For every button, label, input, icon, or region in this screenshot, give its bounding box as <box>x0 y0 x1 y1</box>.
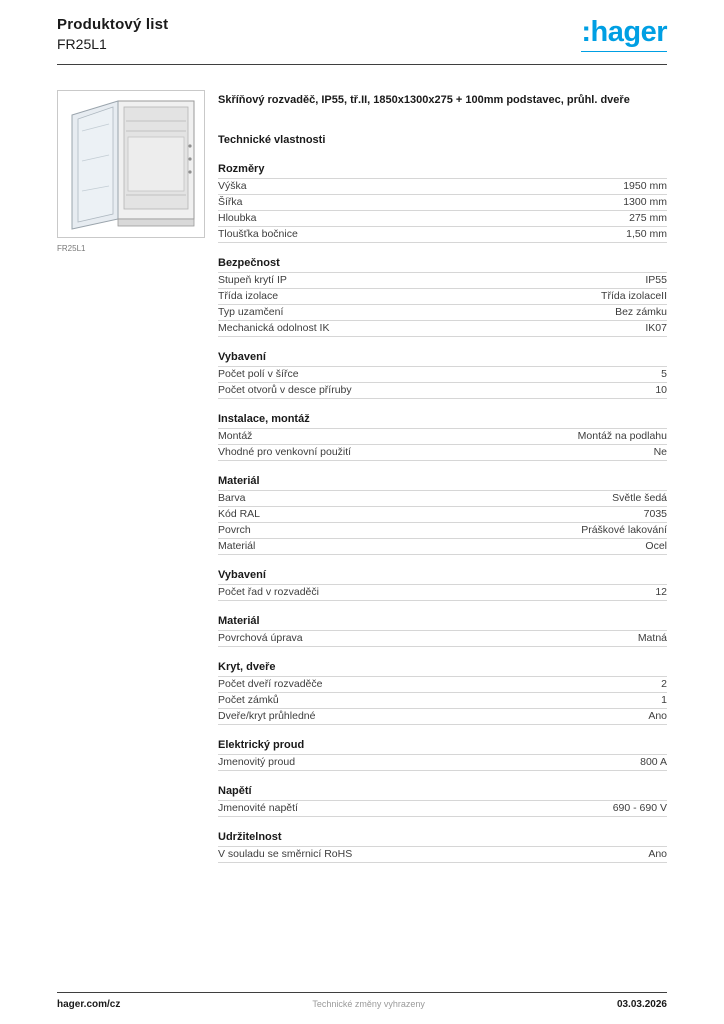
page-footer <box>57 992 667 1010</box>
product-image-frame <box>57 90 205 238</box>
spec-section <box>218 567 667 601</box>
spec-row <box>218 631 667 647</box>
product-code: FR25L1 <box>57 36 107 52</box>
spec-section <box>218 659 667 725</box>
spec-row-label: Montáž <box>218 429 253 442</box>
spec-section-heading: Rozměry <box>218 161 667 179</box>
spec-row-label: Dveře/kryt průhledné <box>218 709 316 722</box>
product-image-column <box>57 90 205 863</box>
spec-row-value: Ne <box>653 445 667 458</box>
spec-row <box>218 383 667 399</box>
spec-row-value: IP55 <box>645 273 667 286</box>
spec-row-label: Mechanická odolnost IK <box>218 321 330 334</box>
spec-section-heading: Bezpečnost <box>218 255 667 273</box>
spec-section-heading: Materiál <box>218 473 667 491</box>
technical-properties-title: Technické vlastnosti <box>218 133 326 146</box>
spec-row-value: Bez zámku <box>615 305 667 318</box>
spec-row-value: 2 <box>661 677 667 690</box>
spec-section <box>218 411 667 461</box>
spec-section <box>218 783 667 817</box>
spec-section-heading: Materiál <box>218 613 667 631</box>
footer-date: 03.03.2026 <box>616 999 667 1010</box>
spec-row <box>218 847 667 863</box>
spec-row-label: Hloubka <box>218 211 257 224</box>
spec-row-label: Počet dveří rozvaděče <box>218 677 323 690</box>
spec-section <box>218 613 667 647</box>
spec-row-label: Typ uzamčení <box>218 305 284 318</box>
spec-row-label: Povrchová úprava <box>218 631 303 644</box>
spec-row <box>218 709 667 725</box>
spec-row-label: Tloušťka bočnice <box>218 227 298 240</box>
header-titles <box>57 16 168 52</box>
spec-row-value: 5 <box>661 367 667 380</box>
spec-row-value: IK07 <box>645 321 667 334</box>
spec-row-label: Šířka <box>218 195 243 208</box>
spec-row <box>218 305 667 321</box>
page-header <box>57 16 667 65</box>
spec-row <box>218 755 667 771</box>
spec-row-value: Matná <box>637 631 667 644</box>
spec-row <box>218 585 667 601</box>
spec-section-heading: Udržitelnost <box>218 829 667 847</box>
spec-row <box>218 445 667 461</box>
content-area <box>57 90 667 863</box>
spec-row-value: 1300 mm <box>623 195 667 208</box>
spec-row-label: Stupeň krytí IP <box>218 273 287 286</box>
spec-section <box>218 829 667 863</box>
spec-row-label: Materiál <box>218 539 256 552</box>
spec-section <box>218 737 667 771</box>
spec-row-value: Ano <box>648 709 667 722</box>
spec-section-heading: Vybavení <box>218 349 667 367</box>
spec-section-heading: Napětí <box>218 783 667 801</box>
spec-row-label: Kód RAL <box>218 507 261 520</box>
spec-row <box>218 367 667 383</box>
spec-row-label: Počet řad v rozvaděči <box>218 585 319 598</box>
cabinet-product-image <box>58 91 204 237</box>
spec-row <box>218 211 667 227</box>
spec-row <box>218 677 667 693</box>
spec-row-value: 12 <box>655 585 667 598</box>
spec-row-value: Ocel <box>645 539 667 552</box>
spec-row <box>218 507 667 523</box>
spec-section-heading: Kryt, dveře <box>218 659 667 677</box>
spec-section <box>218 473 667 555</box>
spec-section-heading: Elektrický proud <box>218 737 667 755</box>
spec-row <box>218 429 667 445</box>
spec-row <box>218 321 667 337</box>
spec-row-label: Barva <box>218 491 246 504</box>
footer-website-link[interactable]: hager.com/cz <box>57 999 121 1010</box>
spec-row <box>218 539 667 555</box>
spec-row <box>218 289 667 305</box>
spec-row-value: 800 A <box>640 755 667 768</box>
spec-row-label: Počet otvorů v desce příruby <box>218 383 352 396</box>
spec-row-value: 690 - 690 V <box>612 801 667 814</box>
spec-row-value: Montáž na podlahu <box>577 429 667 442</box>
spec-row <box>218 523 667 539</box>
spec-row-label: V souladu se směrnicí RoHS <box>218 847 353 860</box>
spec-row-value: Světle šedá <box>612 491 667 504</box>
spec-row <box>218 227 667 243</box>
spec-row-value: 7035 <box>643 507 667 520</box>
product-image-caption: FR25L1 <box>57 244 86 253</box>
spec-row-value: 1,50 mm <box>626 227 667 240</box>
spec-row-label: Povrch <box>218 523 251 536</box>
spec-section-heading: Instalace, montáž <box>218 411 667 429</box>
spec-row <box>218 491 667 507</box>
spec-row-value: 1950 mm <box>623 179 667 192</box>
spec-row-label: Výška <box>218 179 247 192</box>
spec-row <box>218 179 667 195</box>
spec-row-value: Ano <box>648 847 667 860</box>
spec-row-label: Třída izolace <box>218 289 279 302</box>
footer-notice: Technické změny vyhrazeny <box>312 999 425 1009</box>
spec-row <box>218 273 667 289</box>
spec-sections <box>218 161 667 863</box>
spec-row-label: Vhodné pro venkovní použití <box>218 445 352 458</box>
spec-row-value: 1 <box>661 693 667 706</box>
spec-row-label: Jmenovité napětí <box>218 801 298 814</box>
spec-row <box>218 801 667 817</box>
spec-row <box>218 195 667 211</box>
spec-section <box>218 349 667 399</box>
spec-section <box>218 161 667 243</box>
spec-row-value: Práškové lakování <box>581 523 667 536</box>
hager-logo: :hager <box>581 18 667 52</box>
document-type-title: Produktový list <box>57 16 169 33</box>
spec-section-heading: Vybavení <box>218 567 667 585</box>
spec-section <box>218 255 667 337</box>
product-title: Skříňový rozvaděč, IP55, tř.II, 1850x1300x275 + 100mm podstavec, průhl. dveře <box>218 94 630 106</box>
spec-row-value: 275 mm <box>629 211 667 224</box>
spec-row-label: Počet zámků <box>218 693 279 706</box>
spec-row <box>218 693 667 709</box>
spec-row-value: Třída izolaceII <box>601 289 667 302</box>
spec-row-label: Počet polí v šířce <box>218 367 299 380</box>
spec-row-value: 10 <box>655 383 667 396</box>
spec-column <box>218 90 667 863</box>
spec-row-label: Jmenovitý proud <box>218 755 296 768</box>
